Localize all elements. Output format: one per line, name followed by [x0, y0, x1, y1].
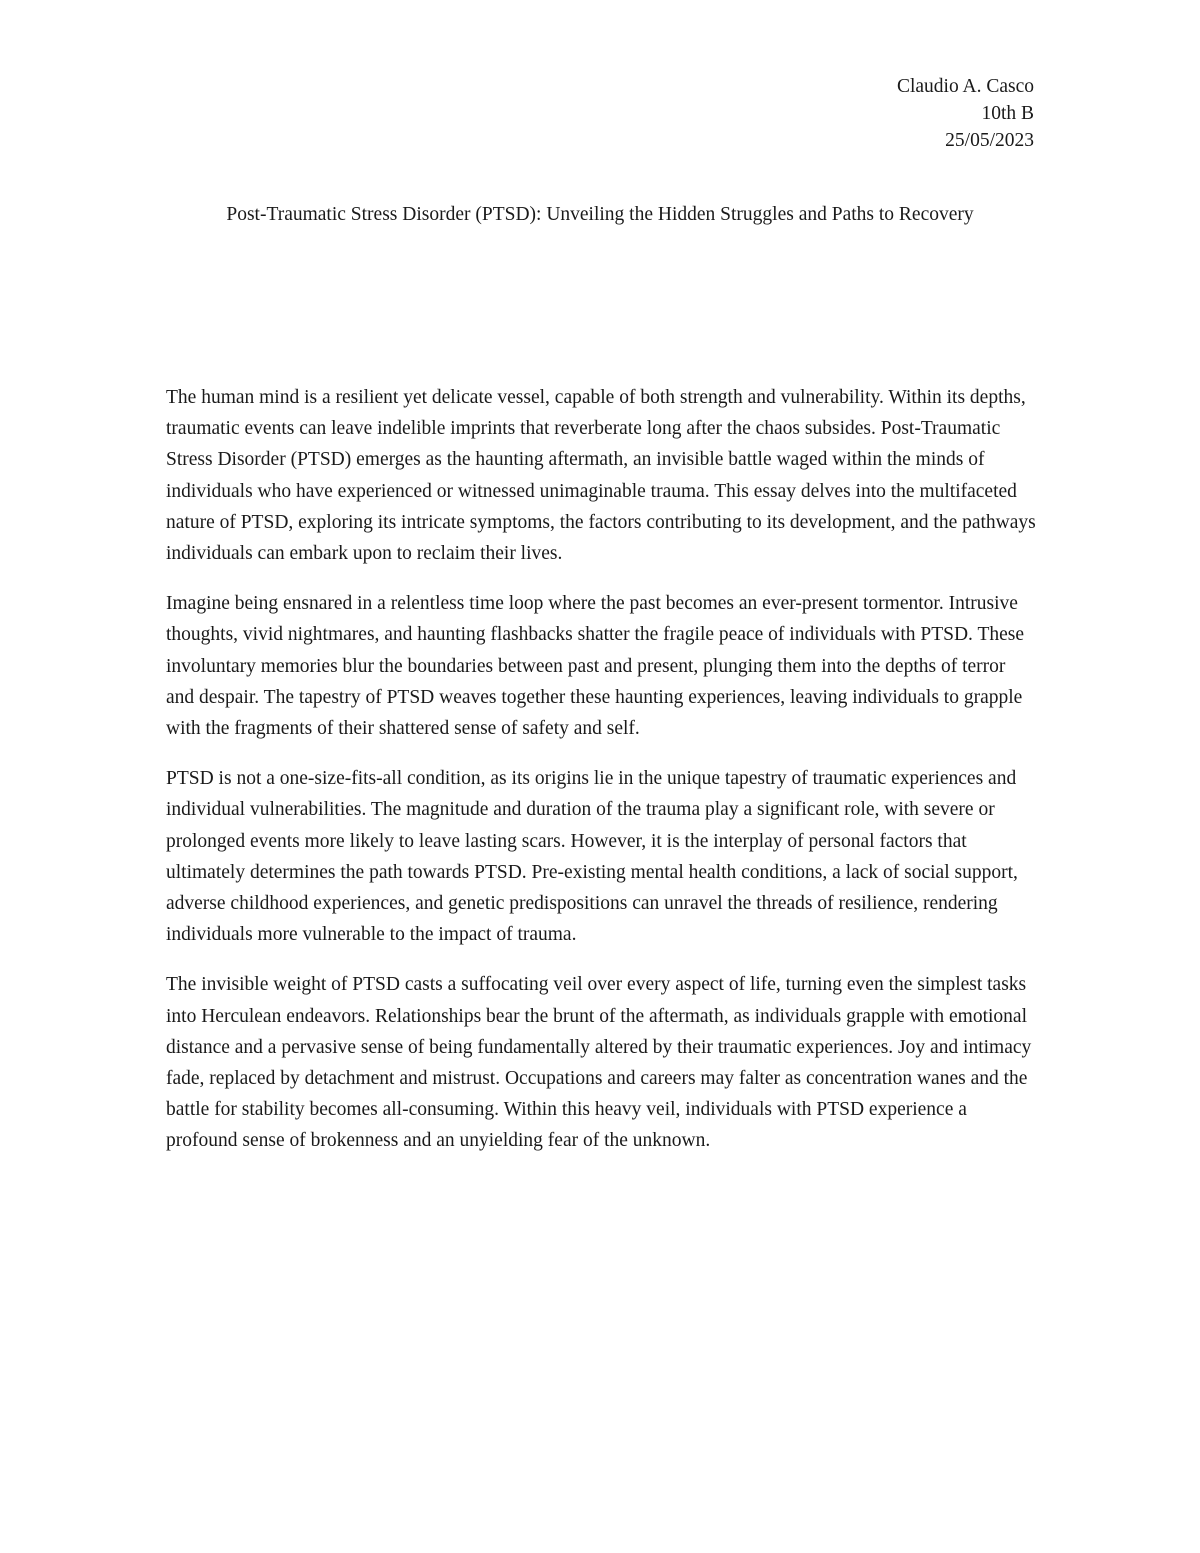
paragraph: The invisible weight of PTSD casts a suffocating veil over every aspect of life, turning even the simplest tasks into Herculean endeavors. Relationships bear the brunt of the aftermath, as individuals grapple with emotional distance and a pervasive sense of being fundamentally altered by their traumatic experiences. Joy and intimacy fade, replaced by detachment and mistrust. Occupations and careers may falter as concentration wanes and the battle for stability becomes all-consuming. Within this heavy veil, individuals with PTSD experience a profound sense of brokenness and an unyielding fear of the unknown.: [166, 974, 1032, 1152]
essay-body: [166, 382, 1038, 1176]
paragraph: The human mind is a resilient yet delicate vessel, capable of both strength and vulnerability. Within its depths, traumatic events can leave indelible imprints that reverberate long after the chaos subsides. Post-Traumatic Stress Disorder (PTSD) emerges as the haunting aftermath, an invisible battle waged within the minds of individuals who have experienced or witnessed unimaginable trauma. This essay delves into the multifaceted nature of PTSD, exploring its intricate symptoms, the factors contributing to its development, and the pathways individuals can embark upon to reclaim their lives.: [166, 387, 1036, 565]
essay-title: Post-Traumatic Stress Disorder (PTSD): Unveiling the Hidden Struggles and Paths to Recovery: [226, 204, 974, 225]
author-name: Claudio A. Casco: [896, 76, 1034, 97]
date-label: 25/05/2023: [945, 130, 1034, 151]
paragraph: Imagine being ensnared in a relentless time loop where the past becomes an ever-present tormentor. Intrusive thoughts, vivid nightmares, and haunting flashbacks shatter the fragile peace of individuals with PTSD. These involuntary memories blur the boundaries between past and present, plunging them into the depths of terror and despair. The tapestry of PTSD weaves together these haunting experiences, leaving individuals to grapple with the fragments of their shattered sense of safety and self.: [166, 593, 1024, 740]
header-block: [897, 73, 1034, 154]
paragraph: PTSD is not a one-size-fits-all condition, as its origins lie in the unique tapestry of traumatic experiences and individual vulnerabilities. The magnitude and duration of the trauma play a significant role, with severe or prolonged events more likely to leave lasting scars. However, it is the interplay of personal factors that ultimately determines the path towards PTSD. Pre-existing mental health conditions, a lack of social support, adverse childhood experiences, and genetic predispositions can unravel the threads of resilience, rendering individuals more vulnerable to the impact of trauma.: [166, 768, 1018, 946]
class-label: 10th B: [981, 103, 1034, 124]
